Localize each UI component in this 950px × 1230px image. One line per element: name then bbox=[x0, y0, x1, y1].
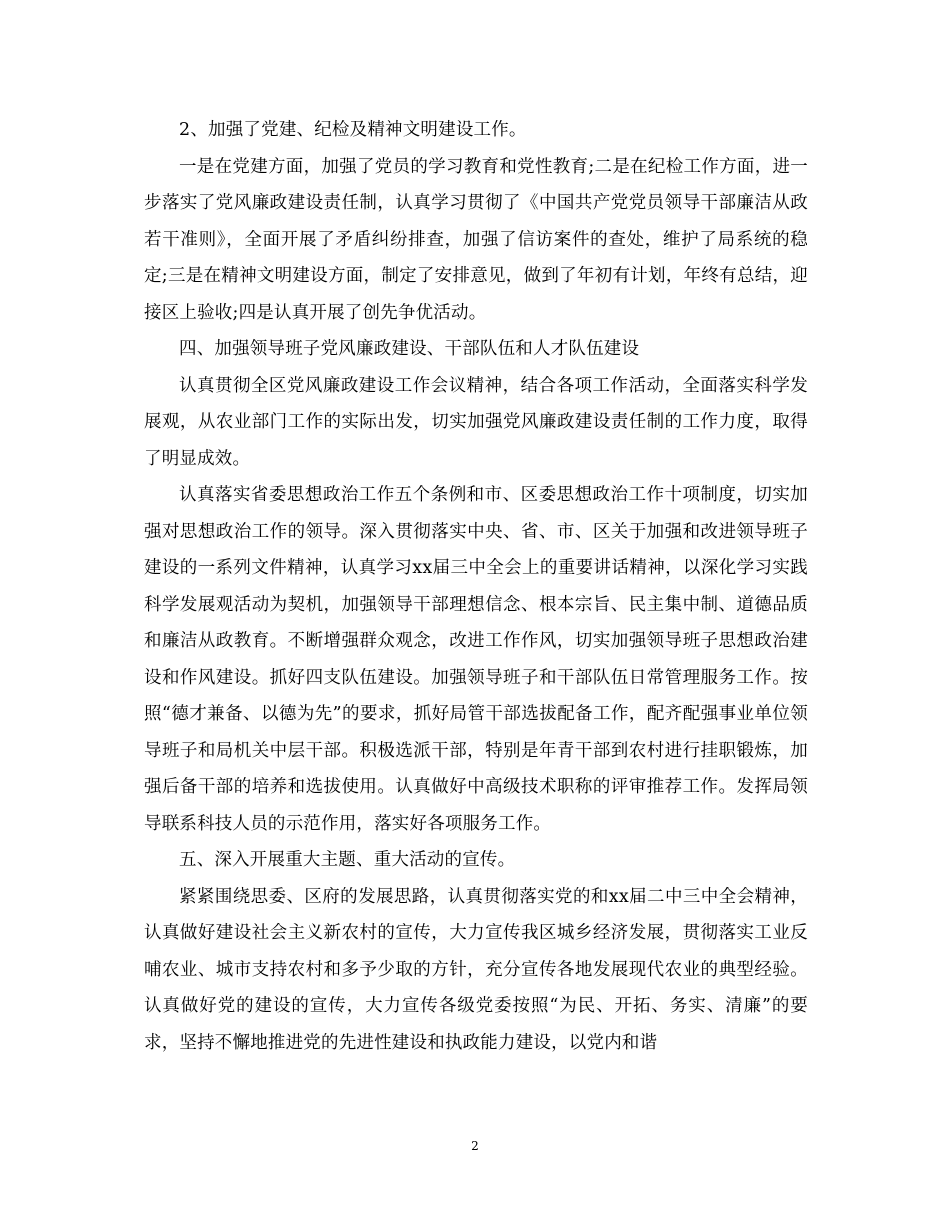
paragraph-section-five-detail: 紧紧围绕思委、区府的发展思路，认真贯彻落实党的和xx届二中三中全会精神，认真做好建设社会主义新农村的宣传，大力宣传我区城乡经济发展，贯彻落实工业反哺农业、城市支持农村和多予少取的方针，充分宣传各地发展现代农业的典型经验。认真做好党的建设的宣传，大力宣传各级党委按照“为民、开拓、务实、清廉”的要求，坚持不懈地推进党的先进性建设和执政能力建设，以党内和谐 bbox=[144, 886, 808, 1053]
page-number: 2 bbox=[471, 1139, 479, 1153]
paragraph-section-four-intro: 认真贯彻全区党风廉政建设工作会议精神，结合各项工作活动，全面落实科学发展观，从农业部门工作的实际出发，切实加强党风廉政建设责任制的工作力度，取得了明显成效。 bbox=[144, 375, 808, 469]
paragraph-party-building-detail: 一是在党建方面，加强了党员的学习教育和党性教育;二是在纪检工作方面，进一步落实了党风廉政建设责任制，认真学习贯彻了《中国共产党党员领导干部廉洁从政若干准则》，全面开展了矛盾纠纷排查，加强了信访案件的查处，维护了局系统的稳定;三是在精神文明建设方面，制定了安排意见，做到了年初有计划，年终有总结，迎接区上验收;四是认真开展了创先争优活动。 bbox=[144, 156, 808, 323]
paragraph-section-five-heading: 五、深入开展重大主题、重大活动的宣传。 bbox=[179, 850, 516, 870]
paragraph-party-building-heading: 2、加强了党建、纪检及精神文明建设工作。 bbox=[179, 120, 527, 140]
paragraph-section-four-heading: 四、加强领导班子党风廉政建设、干部队伍和人才队伍建设 bbox=[179, 339, 640, 359]
body-text bbox=[144, 112, 808, 1061]
paragraph-section-four-detail: 认真落实省委思想政治工作五个条例和市、区委思想政治工作十项制度，切实加强对思想政治工作的领导。深入贯彻落实中央、省、市、区关于加强和改进领导班子建设的一系列文件精神，认真学习xx届三中全会上的重要讲话精神，以深化学习实践科学发展观活动为契机，加强领导干部理想信念、根本宗旨、民主集中制、道德品质和廉洁从政教育。不断增强群众观念，改进工作作风，切实加强领导班子思想政治建设和作风建设。抓好四支队伍建设。加强领导班子和干部队伍日常管理服务工作。按照“德才兼备、以德为先”的要求，抓好局管干部选拔配备工作，配齐配强事业单位领导班子和局机关中层干部。积极选派干部，特别是年青干部到农村进行挂职锻炼，加强后备干部的培养和选拔使用。认真做好中高级技术职称的评审推荐工作。发挥局领导联系科技人员的示范作用，落实好各项服务工作。 bbox=[144, 485, 808, 834]
